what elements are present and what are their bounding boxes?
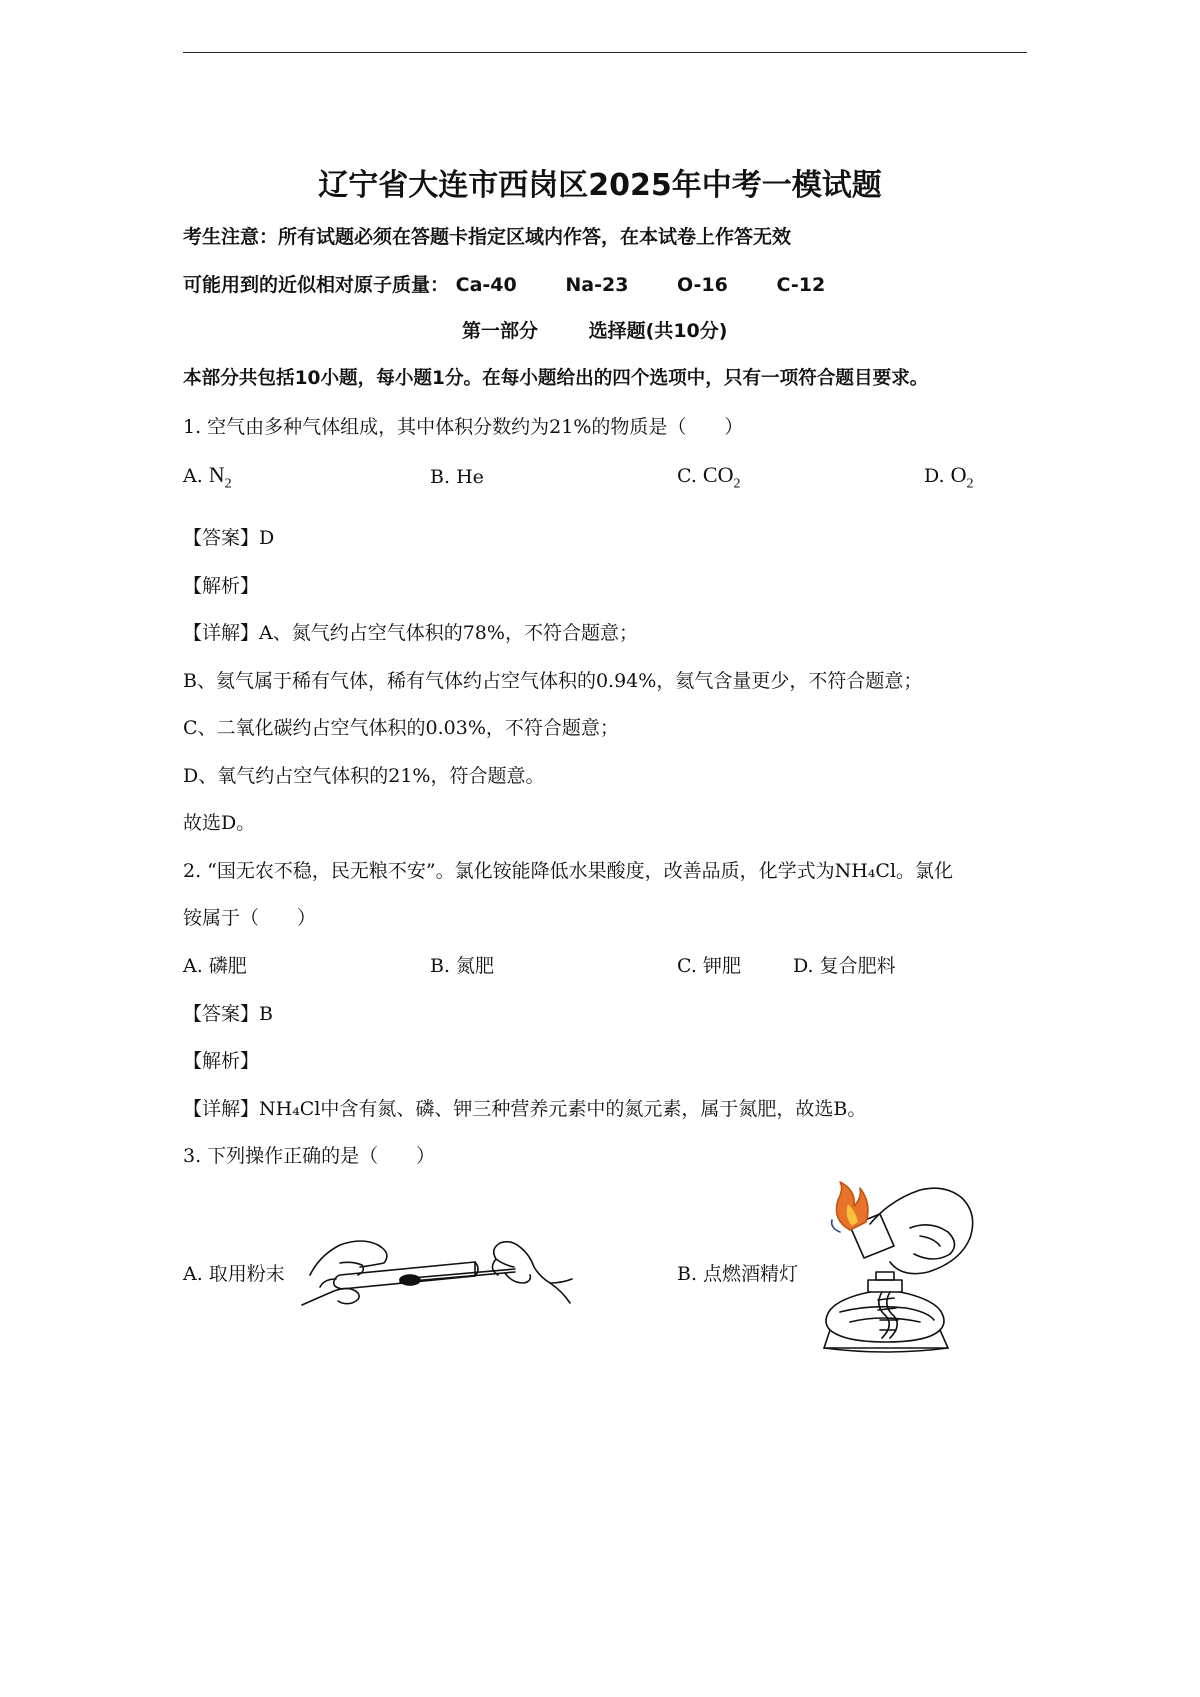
q1-option-b-letter: B.: [430, 466, 451, 488]
alcohol-lamp-illustration: [810, 1180, 985, 1360]
q1-conclusion: 故选D。: [183, 812, 256, 834]
q1-detail-4: D、氧气约占空气体积的21%，符合题意。: [183, 765, 545, 787]
q2-option-a: A. 磷肥: [183, 955, 247, 977]
q2-option-c: C. 钾肥: [677, 955, 741, 977]
q1-detail-2: B、氦气属于稀有气体，稀有气体约占空气体积的0.94%，氦气含量更少，不符合题意；: [183, 670, 923, 692]
q1-option-a: [183, 462, 232, 492]
section-instructions: 本部分共包括10小题，每小题1分。在每小题给出的四个选项中，只有一项符合题目要求。: [183, 368, 929, 389]
q1-option-d-subscript: 2: [966, 476, 974, 492]
q1-option-d-formula: O: [950, 462, 967, 487]
atomic-mass-o: O-16: [677, 274, 728, 296]
q1-detail-1: 【详解】A、氮气约占空气体积的78%，不符合题意；: [183, 622, 638, 644]
q2-option-b: B. 氮肥: [430, 955, 495, 977]
atomic-mass-ca: Ca-40: [455, 274, 517, 296]
q1-option-a-subscript: 2: [224, 476, 232, 492]
q2-stem-line-2: 铵属于（ ）: [183, 907, 317, 929]
powder-test-tube-illustration: [300, 1225, 580, 1310]
q2-option-d: D. 复合肥料: [793, 955, 896, 977]
q1-stem: 1. 空气由多种气体组成，其中体积分数约为21%的物质是（ ）: [183, 416, 744, 438]
q1-option-c: [677, 462, 740, 492]
page-title: 辽宁省大连市西岗区2025年中考一模试题: [318, 168, 882, 203]
section-heading: [462, 316, 727, 343]
q1-option-b-text: He: [456, 466, 484, 488]
section-name: 选择题(共10分): [588, 320, 728, 342]
atomic-mass-na: Na-23: [565, 274, 629, 296]
section-part: 第一部分: [462, 320, 539, 342]
q1-option-c-formula: CO: [702, 462, 734, 487]
q1-option-c-subscript: 2: [733, 476, 741, 492]
q1-detail-3: C、二氧化碳约占空气体积的0.03%，不符合题意；: [183, 717, 619, 739]
q1-option-d-letter: D.: [924, 465, 945, 487]
q1-option-a-letter: A.: [183, 465, 203, 487]
q3-option-a: A. 取用粉末: [183, 1263, 285, 1285]
q1-answer: 【答案】D: [183, 527, 275, 549]
q3-option-b: B. 点燃酒精灯: [677, 1263, 799, 1285]
q3-stem: 3. 下列操作正确的是（ ）: [183, 1145, 436, 1167]
exam-notice: 考生注意：所有试题必须在答题卡指定区域内作答，在本试卷上作答无效: [183, 226, 792, 248]
q2-analysis: 【解析】: [183, 1050, 260, 1072]
q1-option-a-formula: N: [208, 462, 225, 487]
q1-option-c-letter: C.: [677, 465, 697, 487]
header-rule: [183, 52, 1027, 53]
q2-stem-line-1: 2. “国无农不稳，民无粮不安”。氯化铵能降低水果酸度，改善品质，化学式为NH₄Cl。氯化: [183, 860, 954, 882]
q1-analysis: 【解析】: [183, 575, 260, 597]
atomic-mass-c: C-12: [776, 274, 826, 296]
q2-answer: 【答案】B: [183, 1003, 273, 1025]
q1-option-b: [430, 466, 484, 488]
q1-option-d: [924, 462, 974, 492]
q2-detail: 【详解】NH₄Cl中含有氮、磷、钾三种营养元素中的氮元素，属于氮肥，故选B。: [183, 1098, 867, 1120]
atomic-mass-label: 可能用到的近似相对原子质量：: [183, 274, 450, 296]
atomic-mass-line: [183, 270, 825, 297]
